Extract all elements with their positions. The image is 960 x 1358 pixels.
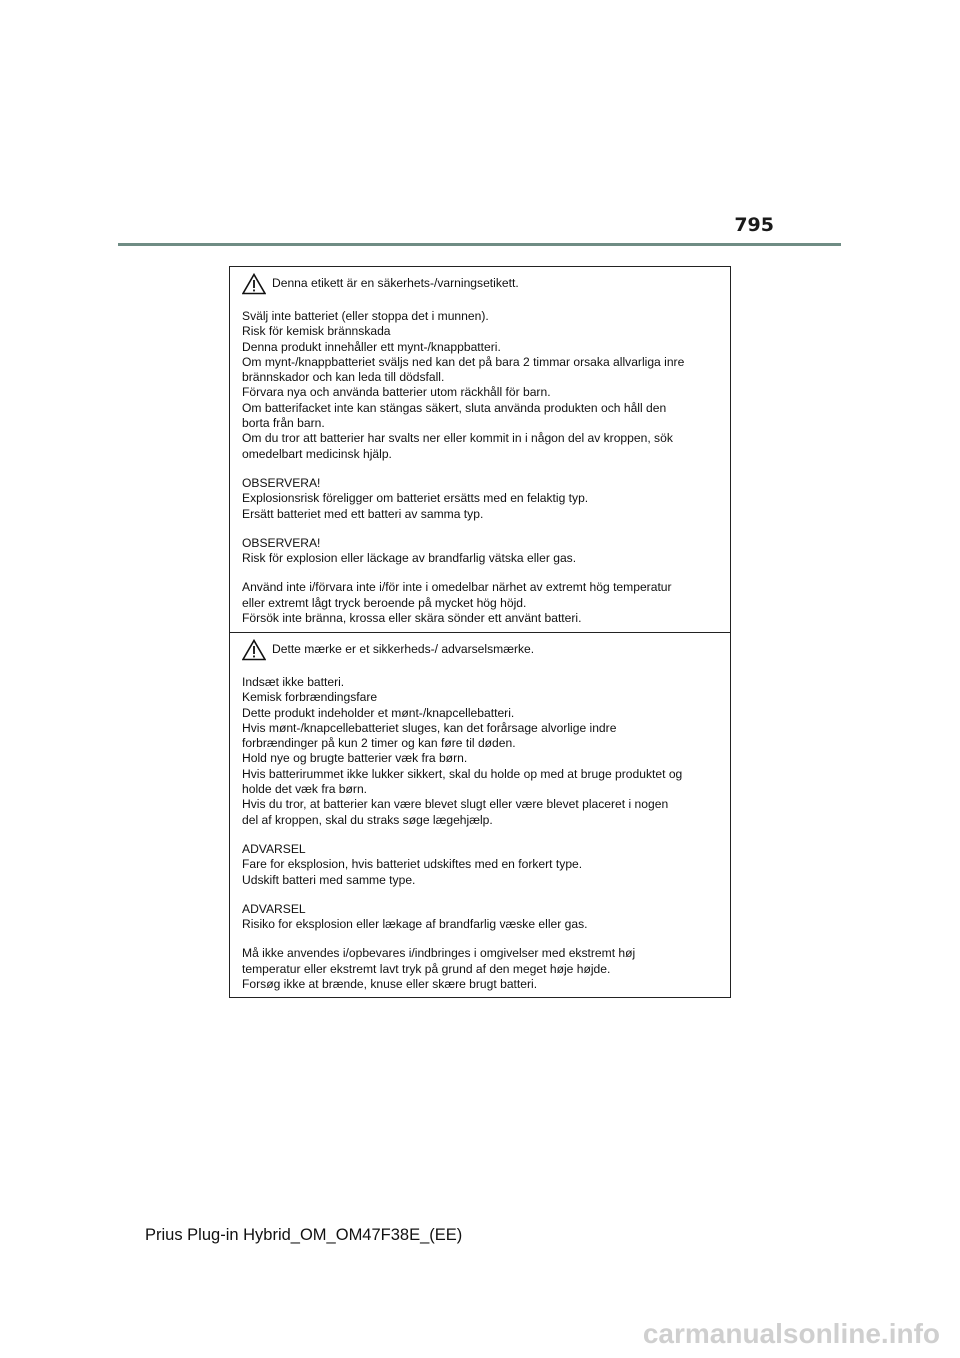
label-line: Förvara nya och använda batterier utom räckhåll för barn. xyxy=(242,385,551,400)
label-section-danish xyxy=(230,639,730,992)
label-line: Om mynt-/knappbatteriet sväljs ned kan det på bara 2 timmar orsaka allvarliga inre xyxy=(242,354,685,369)
section-divider xyxy=(230,632,730,633)
header-rule xyxy=(118,243,841,246)
label-line: Indsæt ikke batteri. xyxy=(242,675,345,689)
label-paragraph xyxy=(242,580,720,626)
label-line: OBSERVERA! xyxy=(242,535,321,550)
label-heading: Dette mærke er et sikkerheds-/ advarselsmærke. xyxy=(272,642,535,657)
label-line: omedelbart medicinsk hjälp. xyxy=(242,446,392,461)
label-line: OBSERVERA! xyxy=(242,475,321,490)
label-line: Denna produkt innehåller ett mynt-/knappbatteri. xyxy=(242,339,501,354)
label-paragraph xyxy=(242,536,720,567)
label-paragraph xyxy=(242,476,720,522)
label-line: Använd inte i/förvara inte i/för inte i omedelbar närhet av extremt hög temperatur xyxy=(242,580,672,595)
label-paragraph xyxy=(242,309,720,462)
label-line: ADVARSEL xyxy=(242,901,306,916)
label-line: Risiko for eksplosion eller lækage af brandfarlig væske eller gas. xyxy=(242,917,588,932)
label-line: Dette produkt indeholder et mønt-/knapcellebatteri. xyxy=(242,705,515,720)
label-line: Explosionsrisk föreligger om batteriet ersätts med en felaktig typ. xyxy=(242,491,589,506)
label-line: Hvis du tror, at batterier kan være blevet slugt eller være blevet placeret i nogen xyxy=(242,797,669,812)
label-line: Hold nye og brugte batterier væk fra børn. xyxy=(242,751,468,766)
label-line: holde det væk fra børn. xyxy=(242,782,368,797)
label-line: Kemisk forbrændingsfare xyxy=(242,690,378,705)
label-section-swedish xyxy=(230,273,730,626)
label-line: Risk för kemisk brännskada xyxy=(242,324,391,339)
warning-triangle-icon xyxy=(242,273,266,295)
footer-manual-id: Prius Plug-in Hybrid_OM_OM47F38E_(EE) xyxy=(145,1226,463,1244)
warning-label-box xyxy=(229,266,731,998)
label-line: eller extremt lågt tryck beroende på mycket hög höjd. xyxy=(242,595,527,610)
label-line: Svälj inte batteriet (eller stoppa det i munnen). xyxy=(242,309,489,323)
label-line: brännskador och kan leda till dödsfall. xyxy=(242,370,445,385)
label-line: Ersätt batteriet med ett batteri av samma typ. xyxy=(242,506,484,521)
label-heading-row xyxy=(242,639,720,661)
label-line: Hvis mønt-/knapcellebatteriet sluges, kan det forårsage alvorlige indre xyxy=(242,720,617,735)
label-line: temperatur eller ekstremt lavt tryk på grund af den meget høje højde. xyxy=(242,961,611,976)
label-line: borta från barn. xyxy=(242,416,325,431)
label-paragraph xyxy=(242,946,720,992)
label-line: ADVARSEL xyxy=(242,841,306,856)
warning-triangle-icon xyxy=(242,639,266,661)
label-line: forbrændinger på kun 2 timer og kan føre til døden. xyxy=(242,736,516,751)
label-heading-row xyxy=(242,273,720,295)
label-line: Fare for eksplosion, hvis batteriet udskiftes med en forkert type. xyxy=(242,857,583,872)
label-paragraph xyxy=(242,842,720,888)
label-line: Må ikke anvendes i/opbevares i/indbringes i omgivelser med ekstremt høj xyxy=(242,946,636,961)
page-number: 795 xyxy=(734,214,774,236)
watermark: carmanualsonline.info xyxy=(642,1318,940,1349)
label-line: Försök inte bränna, krossa eller skära sönder ett använt batteri. xyxy=(242,611,582,626)
label-line: Forsøg ikke at brænde, knuse eller skære brugt batteri. xyxy=(242,977,538,992)
label-line: Risk för explosion eller läckage av brandfarlig vätska eller gas. xyxy=(242,551,577,566)
label-line: Om batterifacket inte kan stängas säkert, sluta använda produkten och håll den xyxy=(242,400,667,415)
label-paragraph xyxy=(242,675,720,828)
label-paragraph xyxy=(242,902,720,933)
label-line: del af kroppen, skal du straks søge lægehjælp. xyxy=(242,812,493,827)
label-line: Udskift batteri med samme type. xyxy=(242,872,416,887)
label-line: Om du tror att batterier har svalts ner eller kommit in i någon del av kroppen, sök xyxy=(242,431,673,446)
label-heading: Denna etikett är en säkerhets-/varningsetikett. xyxy=(272,276,519,291)
label-line: Hvis batterirummet ikke lukker sikkert, skal du holde op med at bruge produktet og xyxy=(242,766,683,781)
